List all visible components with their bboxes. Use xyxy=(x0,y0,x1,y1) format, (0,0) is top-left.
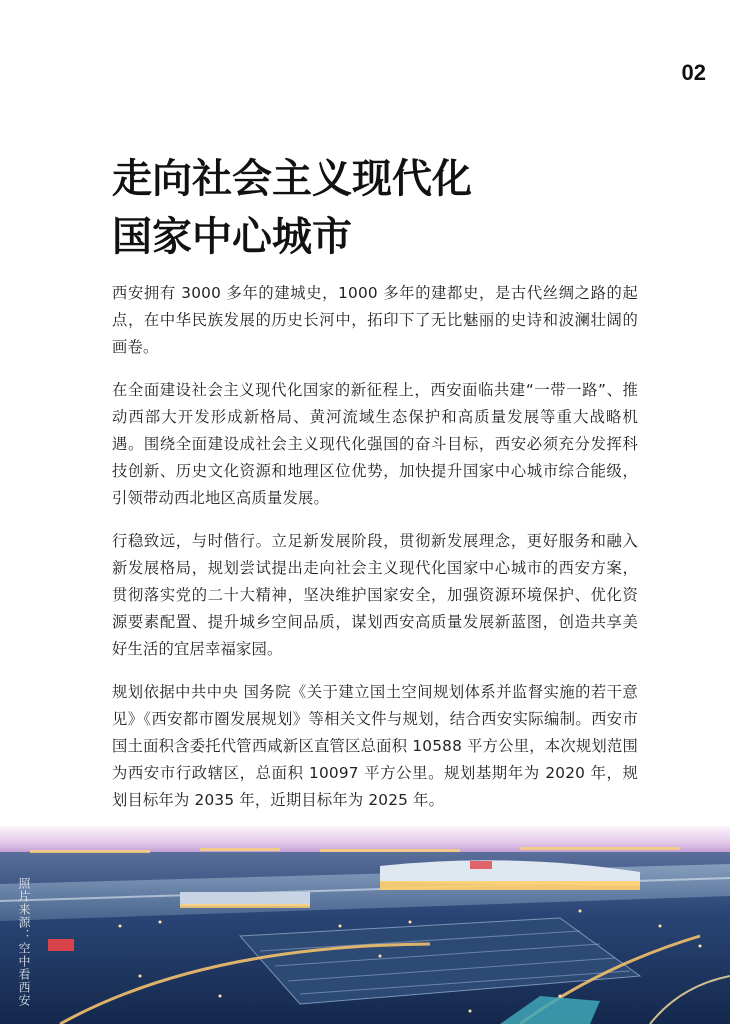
terminal-sign xyxy=(470,861,492,869)
page-title-line-2: 国家中心城市 xyxy=(112,214,352,260)
secondary-terminal xyxy=(180,892,310,906)
paragraph-4: 规划依据中共中央 国务院《关于建立国土空间规划体系并监督实施的若干意见》《西安都市圈发展规划》等相关文件与规划，结合西安实际编制。西安市国土面积含委托代管西咸新区直管区总面积 10588 平方公里，本次规划范围为西安市行政辖区，总面积 10097 平方公里。规划基期年为 2020 年，规划目标年为 2035 年，近期目标年为 2025 年。 xyxy=(112,683,638,809)
page-number: 02 xyxy=(681,60,706,85)
paragraph-2: 在全面建设社会主义现代化国家的新征程上，西安面临共建“一带一路”、推动西部大开发形成新格局、黄河流域生态保护和高质量发展等重大战略机遇。围绕全面建设成社会主义现代化强国的奋斗目标，西安必须充分发挥科技创新、历史文化资源和地理区位优势，加快提升国家中心城市综合能级，引领带动西北地区高质量发展。 xyxy=(112,381,638,507)
paragraph-3: 行稳致远，与时偕行。立足新发展阶段，贯彻新发展理念，更好服务和融入新发展格局，规划尝试提出走向社会主义现代化国家中心城市的西安方案，贯彻落实党的二十大精神，坚决维护国家安全，加强资源环境保护、优化资源要素配置、提升城乡空间品质，谋划西安高质量发展新蓝图，创造共享美好生活的宜居幸福家园。 xyxy=(112,532,638,658)
paragraph-1: 西安拥有 3000 多年的建城史，1000 多年的建都史，是古代丝绸之路的起点，在中华民族发展的历史长河中，拓印下了无比魅丽的史诗和波澜壮阔的画卷。 xyxy=(112,284,638,356)
secondary-terminal-lights xyxy=(180,904,310,908)
page-title-line-1: 走向社会主义现代化 xyxy=(112,156,472,202)
page-title xyxy=(112,150,632,266)
airport-aerial-photo xyxy=(0,826,730,1024)
photo-credit: 照片来源：空中看西安 xyxy=(17,877,31,1007)
body-text xyxy=(112,280,638,830)
terminal-lit-facade xyxy=(380,881,640,890)
airport-photo-illustration xyxy=(0,826,730,1024)
red-lit-building xyxy=(48,939,74,951)
